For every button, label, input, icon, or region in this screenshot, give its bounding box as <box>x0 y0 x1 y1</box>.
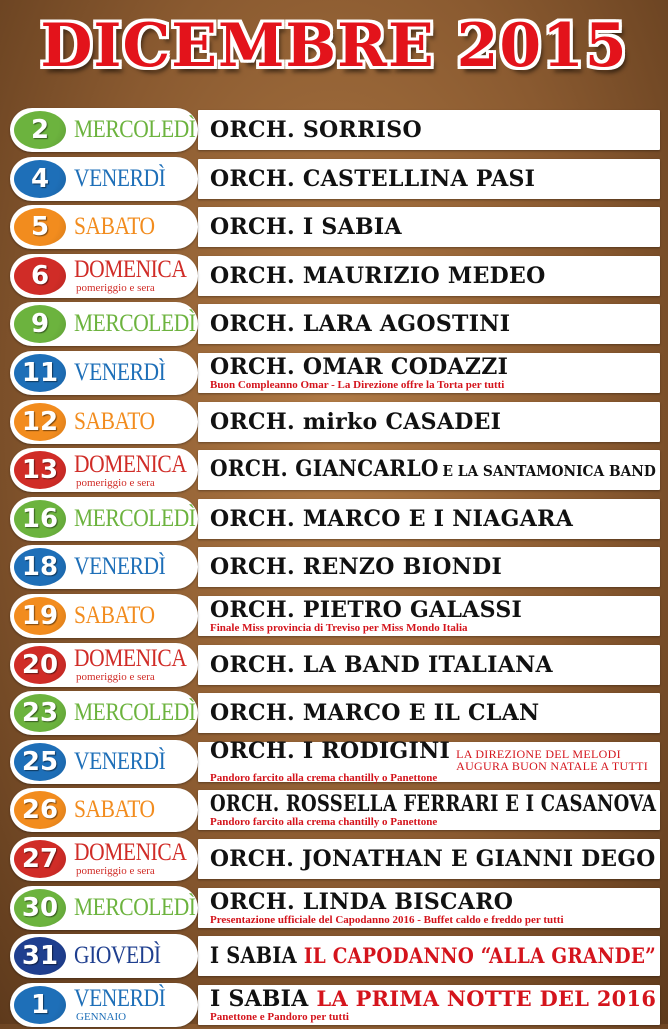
day-number-badge: 20 <box>12 644 68 686</box>
event-info <box>210 500 656 538</box>
event-row <box>0 252 668 301</box>
event-info <box>210 597 656 635</box>
event-info <box>210 791 656 829</box>
event-main-line <box>210 845 656 872</box>
event-main-line <box>210 410 656 434</box>
weekday-label: VENERDÌ <box>74 747 166 775</box>
event-subtitle: Pandoro farcito alla crema chantilly o Panettone <box>210 772 438 785</box>
performer-name: ORCH. MARCO E I NIAGARA <box>210 505 574 532</box>
day-number-badge: 16 <box>12 498 68 540</box>
weekday-label: DOMENICA <box>74 645 187 673</box>
day-number-badge: 23 <box>12 692 68 734</box>
event-side-note <box>456 748 648 772</box>
event-row <box>0 835 668 884</box>
weekday-label: MERCOLEDÌ <box>74 116 196 143</box>
side-note-line: AUGURA BUON NATALE A TUTTI <box>456 759 649 774</box>
performer-name: ORCH. LINDA BISCARO <box>210 888 514 915</box>
performer-name: ORCH. GIANCARLO <box>210 456 439 483</box>
weekday-box <box>74 108 198 152</box>
day-number-badge: 9 <box>12 303 68 345</box>
event-row <box>0 495 668 544</box>
event-main-line <box>210 791 657 818</box>
performer-name: ORCH. mirko CASADEI <box>210 408 502 435</box>
event-row <box>0 155 668 204</box>
weekday-label: VENERDÌ <box>74 985 166 1013</box>
event-info <box>210 111 656 149</box>
weekday-label: VENERDÌ <box>74 553 166 581</box>
weekday-box <box>74 740 198 784</box>
day-number-badge: 27 <box>12 838 68 880</box>
performer-name: ORCH. JONATHAN E GIANNI DEGO <box>210 845 656 872</box>
weekday-box <box>74 351 198 395</box>
event-main-line <box>210 118 656 142</box>
weekday-label: MERCOLEDÌ <box>74 504 196 532</box>
event-row <box>0 349 668 398</box>
day-number-badge: 11 <box>12 352 68 394</box>
event-info <box>210 548 656 586</box>
weekday-label: VENERDÌ <box>74 164 166 192</box>
event-info <box>210 208 656 246</box>
event-row <box>0 203 668 252</box>
weekday-box <box>74 691 198 735</box>
weekday-box <box>74 157 198 201</box>
event-main-line <box>210 355 656 379</box>
weekday-label: SABATO <box>74 213 155 241</box>
weekday-label: DOMENICA <box>74 450 187 478</box>
weekday-box <box>74 448 198 492</box>
performer-name: ORCH. SORRISO <box>210 117 422 143</box>
event-info <box>210 160 656 198</box>
event-main-line <box>210 215 656 239</box>
event-subtitle: Presentazione ufficiale del Capodanno 2016 - Buffet caldo e freddo per tutti <box>210 913 564 926</box>
weekday-label: DOMENICA <box>74 839 187 867</box>
event-info <box>210 451 656 489</box>
day-number-badge: 12 <box>12 401 68 443</box>
events-list <box>0 106 668 1029</box>
event-main-line <box>210 456 656 483</box>
weekday-note: pomeriggio e sera <box>76 671 155 684</box>
event-main-line <box>210 701 656 725</box>
weekday-box <box>74 983 198 1027</box>
weekday-box <box>74 497 198 541</box>
event-main-line <box>210 507 656 531</box>
performer-name: ORCH. OMAR CODAZZI <box>210 353 509 380</box>
event-row <box>0 641 668 690</box>
performer-name: ORCH. ROSSELLA FERRARI E I CASANOVA <box>210 791 657 818</box>
day-number-badge: 30 <box>12 887 68 929</box>
weekday-box <box>74 400 198 444</box>
day-number-badge: 6 <box>12 255 68 297</box>
weekday-box <box>74 545 198 589</box>
day-number-badge: 4 <box>12 158 68 200</box>
day-number-badge: 31 <box>12 935 68 977</box>
weekday-note: pomeriggio e sera <box>76 476 155 489</box>
page-title: DICEMBRE 2015 <box>40 11 628 81</box>
event-info <box>210 986 656 1024</box>
event-info <box>210 889 656 927</box>
weekday-label: SABATO <box>74 796 155 824</box>
event-info <box>210 694 656 732</box>
event-main-line <box>210 653 656 677</box>
event-row <box>0 932 668 981</box>
weekday-box <box>74 594 198 638</box>
weekday-box <box>74 934 198 978</box>
side-note-line: LA DIREZIONE DEL MELODI <box>456 747 621 762</box>
performer-name: ORCH. PIETRO GALASSI <box>210 596 523 623</box>
weekday-box <box>74 302 198 346</box>
performer-name: ORCH. RENZO BIONDI <box>210 554 503 581</box>
weekday-label: VENERDÌ <box>74 358 166 386</box>
day-number-badge: 19 <box>12 595 68 637</box>
event-main-line <box>210 264 656 288</box>
performer-name: ORCH. LARA AGOSTINI <box>210 311 511 338</box>
weekday-label: SABATO <box>74 407 155 435</box>
weekday-box <box>74 643 198 687</box>
weekday-box <box>74 837 198 881</box>
performer-name: ORCH. LA BAND ITALIANA <box>210 651 553 678</box>
weekday-box <box>74 205 198 249</box>
weekday-label: DOMENICA <box>74 256 187 284</box>
event-row <box>0 398 668 447</box>
day-number-badge: 25 <box>12 741 68 783</box>
performer-name: ORCH. I RODIGINI <box>210 738 451 765</box>
event-info <box>210 738 656 785</box>
event-main-line <box>210 167 656 191</box>
event-row <box>0 106 668 155</box>
event-main-line <box>210 890 656 914</box>
weekday-box <box>74 886 198 930</box>
event-main-line <box>210 943 657 970</box>
event-row <box>0 543 668 592</box>
performer-name: ORCH. MARCO E IL CLAN <box>210 700 540 727</box>
day-number-badge: 1 <box>12 984 68 1026</box>
weekday-label: MERCOLEDÌ <box>74 310 196 338</box>
event-highlight: IL CAPODANNO “ALLA GRANDE” <box>303 943 657 969</box>
event-row <box>0 592 668 641</box>
event-subtitle: Panettone e Pandoro per tutti <box>210 1010 349 1023</box>
performer-name: I SABIA <box>210 985 309 1012</box>
event-main-line <box>210 985 657 1012</box>
weekday-box <box>74 254 198 298</box>
event-main-line <box>210 555 656 579</box>
weekday-note: pomeriggio e sera <box>76 282 155 295</box>
day-number-badge: 13 <box>12 449 68 491</box>
weekday-label: GIOVEDÌ <box>74 942 161 970</box>
event-row <box>0 786 668 835</box>
day-number-badge: 26 <box>12 789 68 831</box>
event-subtitle: Pandoro farcito alla crema chantilly o Panettone <box>210 816 438 829</box>
performer-name: ORCH. MAURIZIO MEDEO <box>210 262 546 289</box>
event-info <box>210 403 656 441</box>
performer-name: ORCH. CASTELLINA PASI <box>210 165 536 192</box>
weekday-label: MERCOLEDÌ <box>74 893 196 921</box>
weekday-note: GENNAIO <box>76 1011 127 1024</box>
event-row <box>0 446 668 495</box>
performer-name-extra: E LA SANTAMONICA BAND <box>442 462 656 481</box>
event-main-line <box>210 598 656 622</box>
event-info <box>210 646 656 684</box>
performer-name: I SABIA <box>210 943 297 970</box>
event-row <box>0 884 668 933</box>
event-subtitle: Buon Compleanno Omar - La Direzione offre la Torta per tutti <box>210 378 505 391</box>
event-row <box>0 300 668 349</box>
performer-name: ORCH. I SABIA <box>210 214 402 241</box>
event-info <box>210 257 656 295</box>
weekday-label: MERCOLEDÌ <box>74 699 196 727</box>
event-row <box>0 689 668 738</box>
event-info <box>210 840 656 878</box>
event-info <box>210 937 656 975</box>
day-number-badge: 18 <box>12 546 68 588</box>
event-highlight: LA PRIMA NOTTE DEL 2016 <box>316 985 657 1011</box>
event-main-line <box>210 312 656 336</box>
event-row <box>0 981 668 1029</box>
event-row <box>0 738 668 787</box>
weekday-note: pomeriggio e sera <box>76 865 155 878</box>
event-subtitle: Finale Miss provincia di Treviso per Miss Mondo Italia <box>210 621 468 634</box>
event-info <box>210 354 656 392</box>
weekday-label: SABATO <box>74 601 155 629</box>
weekday-box <box>74 788 198 832</box>
event-main-line <box>210 739 656 772</box>
day-number-badge: 2 <box>12 109 68 151</box>
day-number-badge: 5 <box>12 206 68 248</box>
event-info <box>210 305 656 343</box>
